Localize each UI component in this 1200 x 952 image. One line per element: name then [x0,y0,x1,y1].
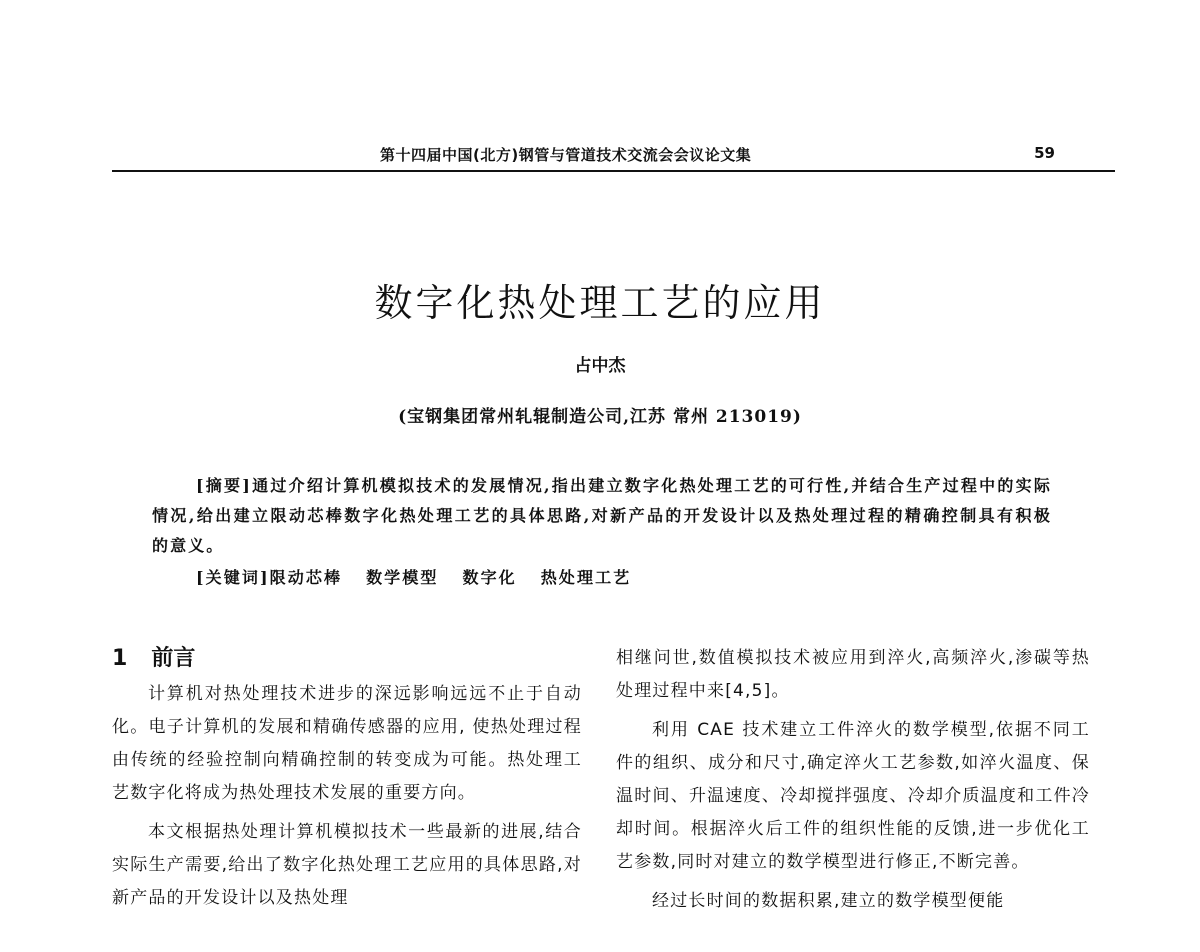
body-paragraph: 经过长时间的数据积累,建立的数学模型便能 [652,891,1005,911]
left-column [112,642,582,915]
section-title: 前言 [151,646,196,671]
author-name: 占中杰 [574,356,626,376]
keyword-item: 限动芯棒 [269,568,343,587]
abstract-text: 通过介绍计算机模拟技术的发展情况,指出建立数字化热处理工艺的可行性,并结合生产过程中的实际情况,给出建立限动芯棒数字化热处理工艺的具体思路,对新产品的开发设计以及热处理过程的精确控制具有积极的意义。 [152,476,1052,555]
paper-title: 数字化热处理工艺的应用 [374,281,826,325]
section-heading [112,642,582,676]
body-paragraph: 利用 CAE 技术建立工件淬火的数学模型,依据不同工件的组织、成分和尺寸,确定淬火工艺参数,如淬火温度、保温时间、升温速度、冷却搅拌强度、冷却介质温度和工件冷却时间。根据淬火后工件的组织性能的反馈,进一步优化工艺参数,同时对建立的数学模型进行修正,不断完善。 [616,720,1090,872]
keywords-line [152,563,1052,593]
keywords-label: [关键词] [196,568,270,587]
body-paragraph: 本文根据热处理计算机模拟技术一些最新的进展,结合实际生产需要,给出了数字化热处理工艺应用的具体思路,对新产品的开发设计以及热处理 [112,822,582,908]
body-paragraph: 计算机对热处理技术进步的深远影响远远不止于自动化。电子计算机的发展和精确传感器的应用, 使热处理过程由传统的经验控制向精确控制的转变成为可能。热处理工艺数字化将成为热处理技术发展的重要方向。 [112,684,582,803]
abstract-block [152,471,1052,593]
page-number: 59 [1034,144,1055,162]
abstract-label: [摘要] [196,476,252,495]
section-number: 1 [112,646,128,671]
keyword-item: 数字化 [462,568,517,587]
abstract-paragraph [152,471,1052,561]
body-paragraph: 相继问世,数值模拟技术被应用到淬火,高频淬火,渗碳等热处理过程中来[4,5]。 [616,648,1090,701]
keyword-item: 数学模型 [366,568,439,587]
running-header [112,140,1115,172]
running-title: 第十四届中国(北方)钢管与管道技术交流会会议论文集 [380,146,752,164]
author-affiliation: (宝钢集团常州轧辊制造公司,江苏 常州 213019) [398,407,802,427]
keyword-item: 热处理工艺 [540,568,632,587]
right-column [616,642,1090,918]
